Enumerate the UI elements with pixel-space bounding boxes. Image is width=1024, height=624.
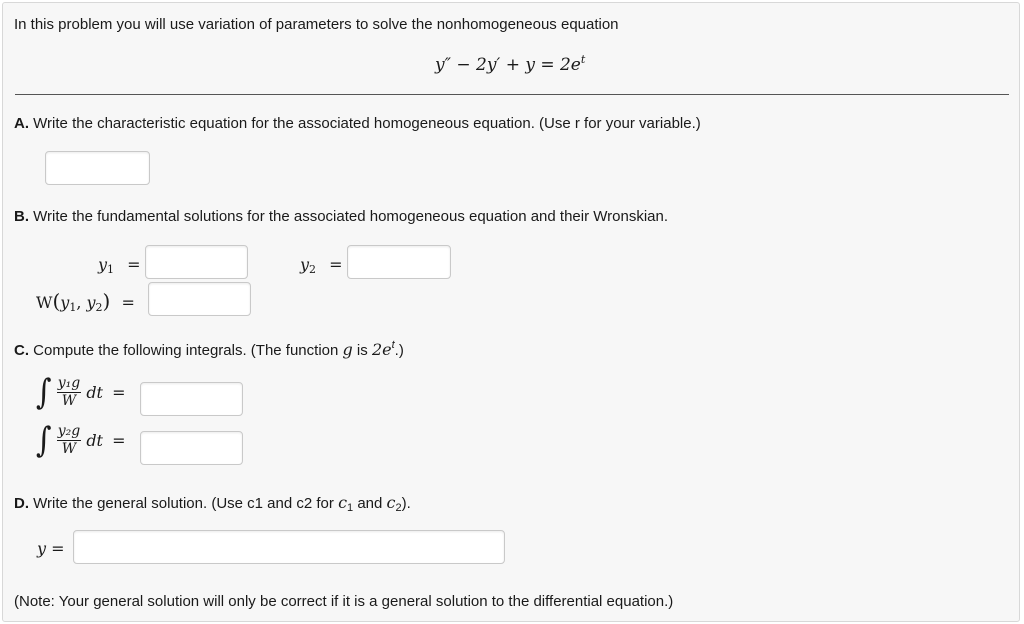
integral-2-dt: dt <box>86 431 103 450</box>
integral-1-numerator: y₁g <box>57 375 81 391</box>
integral-2-expression <box>36 420 126 461</box>
integral-2-denominator: W <box>61 441 77 457</box>
part-d-and: and <box>353 495 387 512</box>
c2-subscript: 2 <box>395 502 402 514</box>
characteristic-equation-input[interactable] <box>45 151 150 185</box>
equation-exponent: t <box>580 53 586 66</box>
part-d-text-before: Write the general solution. (Use c1 and c2 for <box>33 495 339 512</box>
y1-input[interactable] <box>145 245 248 279</box>
part-a-prompt <box>14 115 701 132</box>
part-c-text-before: Compute the following integrals. (The function <box>33 342 343 359</box>
y2-label <box>300 255 343 276</box>
y2-subscript: 2 <box>309 263 317 276</box>
y1-label <box>98 255 141 276</box>
part-b-label: B. <box>14 208 29 225</box>
note-text: (Note: Your general solution will only be correct if it is a general solution to the differential equation.) <box>14 593 674 610</box>
wronskian-equals: = <box>121 293 135 312</box>
part-a-label: A. <box>14 115 29 132</box>
integral-2-equals: = <box>112 431 126 450</box>
part-d-prompt <box>14 493 411 514</box>
c1-subscript: 1 <box>347 502 354 514</box>
integral-1-denominator: W <box>61 393 77 409</box>
problem-panel <box>2 2 1020 622</box>
part-b-text: Write the fundamental solutions for the associated homogeneous equation and their Wronskian. <box>33 208 669 225</box>
part-c-text-after: .) <box>394 342 404 359</box>
part-c-g: g <box>342 340 353 359</box>
part-d-text-after: ). <box>401 495 411 512</box>
integral-1-expression <box>36 372 126 413</box>
part-c-prompt <box>14 339 404 359</box>
y1-equals: = <box>127 255 141 274</box>
y2-input[interactable] <box>347 245 451 279</box>
integral-sign-2: ∫ <box>36 420 52 461</box>
wronskian-input[interactable] <box>148 282 251 316</box>
c1-symbol: c <box>338 493 348 512</box>
equation-lhs: y″ − 2y′ + y = 2e <box>435 55 581 75</box>
integral-1-dt: dt <box>86 383 103 402</box>
integral-2-input[interactable] <box>140 431 243 465</box>
general-solution-input[interactable] <box>73 530 505 564</box>
c2-symbol: c <box>386 493 396 512</box>
part-c-text-mid: is <box>352 342 372 359</box>
y1-subscript: 1 <box>107 263 115 276</box>
integral-2-numerator: y₂g <box>57 423 81 439</box>
part-d-label: D. <box>14 495 29 512</box>
y1-symbol: y <box>98 255 108 274</box>
main-equation <box>435 53 585 75</box>
part-c-label: C. <box>14 342 29 359</box>
integral-1-equals: = <box>112 383 126 402</box>
intro-text: In this problem you will use variation of parameters to solve the nonhomogeneous equation <box>14 16 619 33</box>
divider-line <box>15 94 1009 95</box>
part-c-g-exp: t <box>391 339 395 351</box>
part-c-g-expr: 2e <box>371 340 392 359</box>
general-solution-label: y = <box>37 539 65 558</box>
wronskian-symbol: W <box>36 293 53 312</box>
integral-2-fraction <box>57 424 81 457</box>
integral-1-fraction <box>57 376 81 409</box>
y2-symbol: y <box>300 255 310 274</box>
integral-1-input[interactable] <box>140 382 243 416</box>
part-a-text: Write the characteristic equation for the associated homogeneous equation. (Use r for your variable.) <box>33 115 701 132</box>
part-b-prompt <box>14 208 668 225</box>
y2-equals: = <box>329 255 343 274</box>
wronskian-label: $W(y_1$, $y_2$) = <box>36 289 135 314</box>
integral-sign-1: ∫ <box>36 372 52 413</box>
